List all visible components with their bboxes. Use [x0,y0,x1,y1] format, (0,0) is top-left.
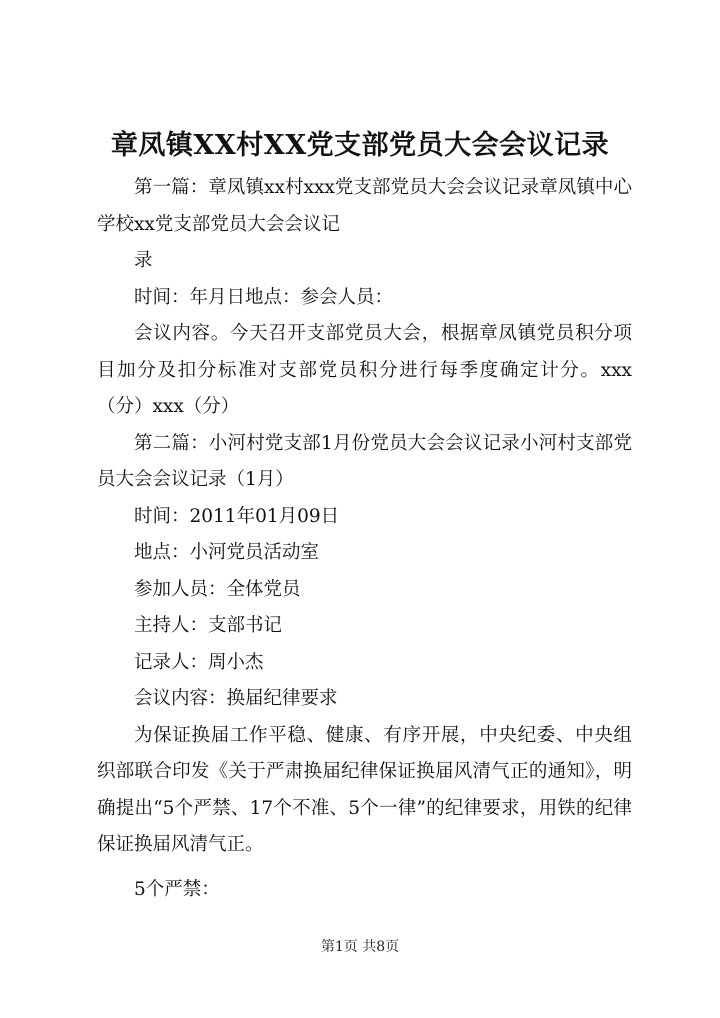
paragraph-time: 时间：2011年01月09日 [134,505,340,527]
paragraph-election-discipline: 为保证换届工作平稳、健康、有序开展，中央纪委、中央组织部联合印发《关于严肃换届纪律保证换届风清气正的通知》，明确提出“5个严禁、17个不准、5个一律”的纪律要求，用铁的纪律保证换届风清气正。 [97,724,632,855]
paragraph-part-one-heading: 第一篇：章凤镇xx村xxx党支部党员大会会议记录章凤镇中心学校xx党支部党员大会会议记 [97,177,632,235]
paragraph-host: 主持人：支部书记 [134,615,283,636]
paragraph-part-one-continuation: 录 [134,250,153,271]
paragraph-meeting-content-two: 会议内容：换届纪律要求 [134,688,338,709]
paragraph-location: 地点：小河党员活动室 [134,542,320,563]
page-number-footer: 第1页 共8页 [320,939,400,955]
document-title: 章凤镇XX村XX党支部党员大会会议记录 [110,130,610,161]
paragraph-time-location: 时间：年月日地点：参会人员： [134,286,394,308]
paragraph-five-prohibitions: 5个严禁： [134,878,220,900]
paragraph-attendees: 参加人员：全体党员 [134,578,301,600]
paragraph-meeting-content-one: 会议内容。今天召开支部党员大会，根据章凤镇党员积分项目加分及扣分标准对支部党员积分进行每季度确定计分。xxx（分）xxx（分） [97,323,632,417]
paragraph-part-two-heading: 第二篇：小河村党支部1月份党员大会会议记录小河村支部党员大会会议记录（1月） [97,432,632,490]
document-body [97,170,632,908]
paragraph-recorder: 记录人：周小杰 [134,651,264,673]
